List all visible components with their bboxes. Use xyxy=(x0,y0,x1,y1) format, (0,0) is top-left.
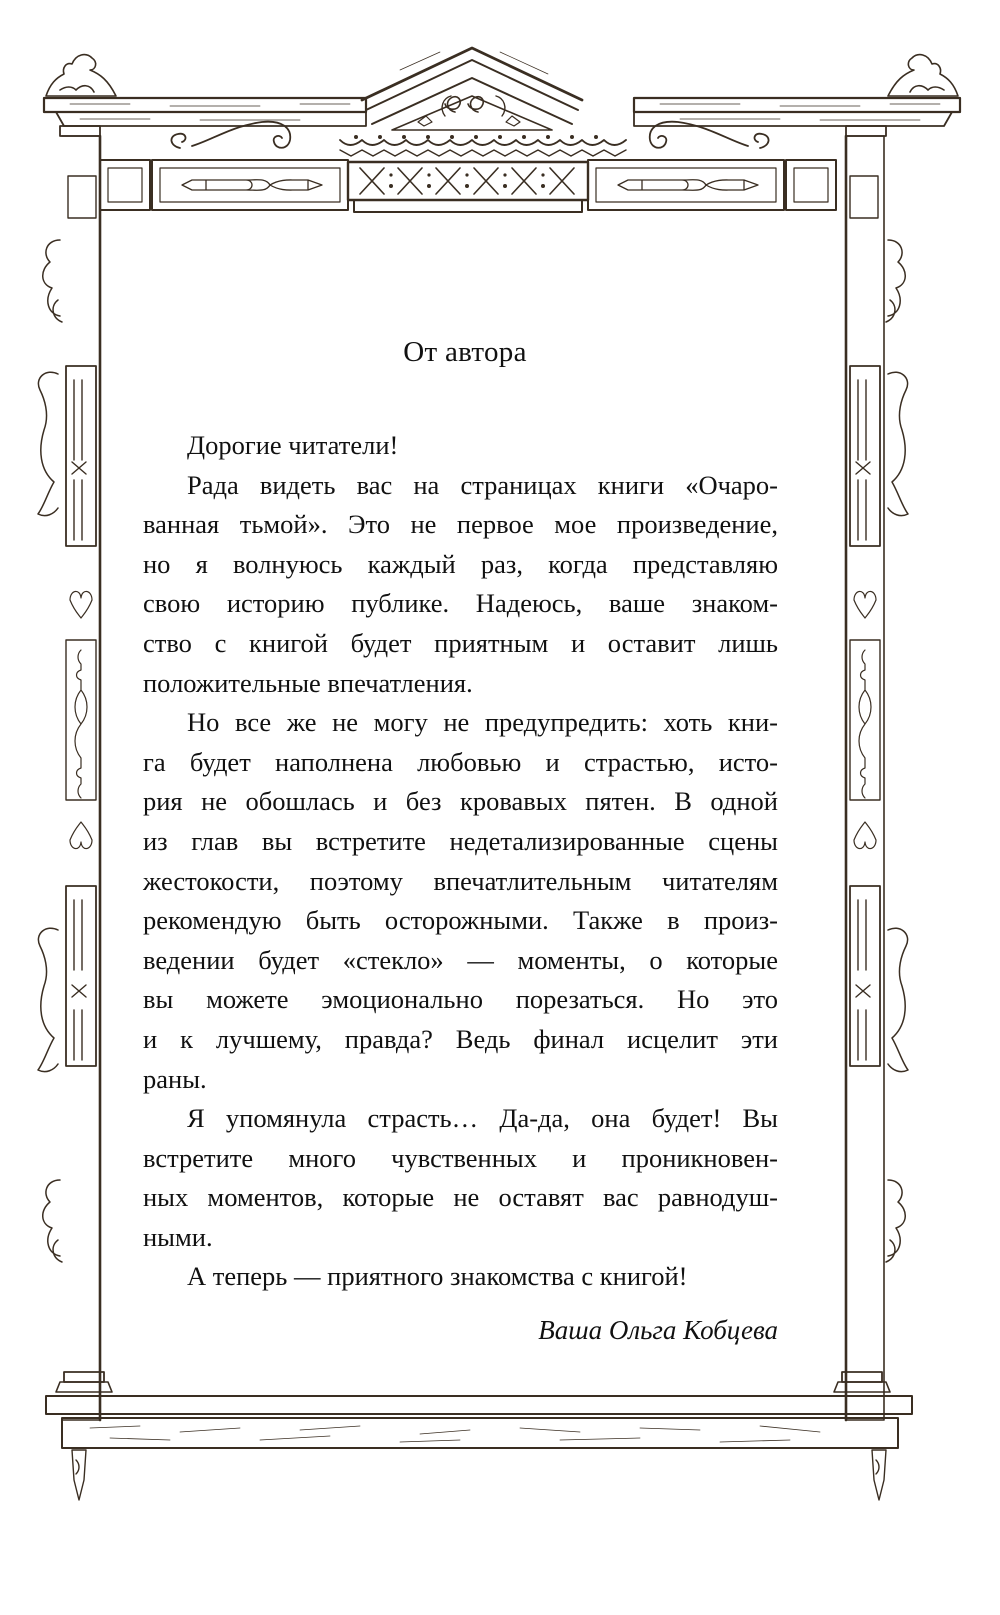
text-line: но я волнуюсь каждый раз, когда представляю xyxy=(143,548,778,579)
text-line: Дорогие читатели! xyxy=(187,430,399,460)
bottom-sill xyxy=(46,1396,912,1500)
text-line: ными. xyxy=(143,1221,213,1252)
top-cornice xyxy=(44,98,960,126)
author-signature: Ваша Ольга Кобцева xyxy=(538,1315,778,1345)
text-line: встретите много чувственных и проникновен- xyxy=(143,1142,778,1173)
text-line: положительные впечатления. xyxy=(143,667,473,698)
text-line: Я упомянула страсть… Да-да, она будет! Вы xyxy=(187,1103,778,1134)
page-title: От автора xyxy=(403,336,527,368)
text-line: ведении будет «стекло» — моменты, о которые xyxy=(143,944,778,975)
text-line: Но все же не могу не предупредить: хоть кни- xyxy=(187,707,778,738)
foreword-text xyxy=(143,426,778,1297)
text-line: вы можете эмоционально порезаться. Но это xyxy=(143,984,778,1015)
text-line: А теперь — приятного знакомства с книгой! xyxy=(187,1261,688,1292)
header-side-panels xyxy=(100,122,836,210)
text-line: рекомендую быть осторожными. Также в произ- xyxy=(143,905,778,936)
text-line: жестокости, поэтому впечатлительным читателям xyxy=(143,865,778,896)
text-line: га будет наполнена любовью и страстью, исто- xyxy=(143,746,778,777)
text-line: Рада видеть вас на страницах книги «Очаро- xyxy=(187,469,778,500)
text-line: рия не обошлась и без кровавых пятен. В одной xyxy=(143,786,778,817)
text-line: ство с книгой будет приятным и оставит лишь xyxy=(143,627,778,658)
text-line: ных моментов, которые не оставят вас равнодуш- xyxy=(143,1182,778,1213)
x-pattern-panel xyxy=(348,162,588,212)
text-line: раны. xyxy=(143,1063,207,1094)
text-line: и к лучшему, правда? Ведь финал исцелит эти xyxy=(143,1023,778,1054)
text-line: из глав вы встретите недетализированные сцены xyxy=(143,825,778,856)
carved-pediment-icon xyxy=(340,48,626,156)
baluster-pillar-icon xyxy=(834,126,908,1420)
text-line: свою историю публике. Надеюсь, ваше знаком- xyxy=(143,588,778,619)
baluster-pillar-icon xyxy=(38,126,112,1420)
text-line: ванная тьмой». Это не первое мое произведение, xyxy=(143,509,778,540)
